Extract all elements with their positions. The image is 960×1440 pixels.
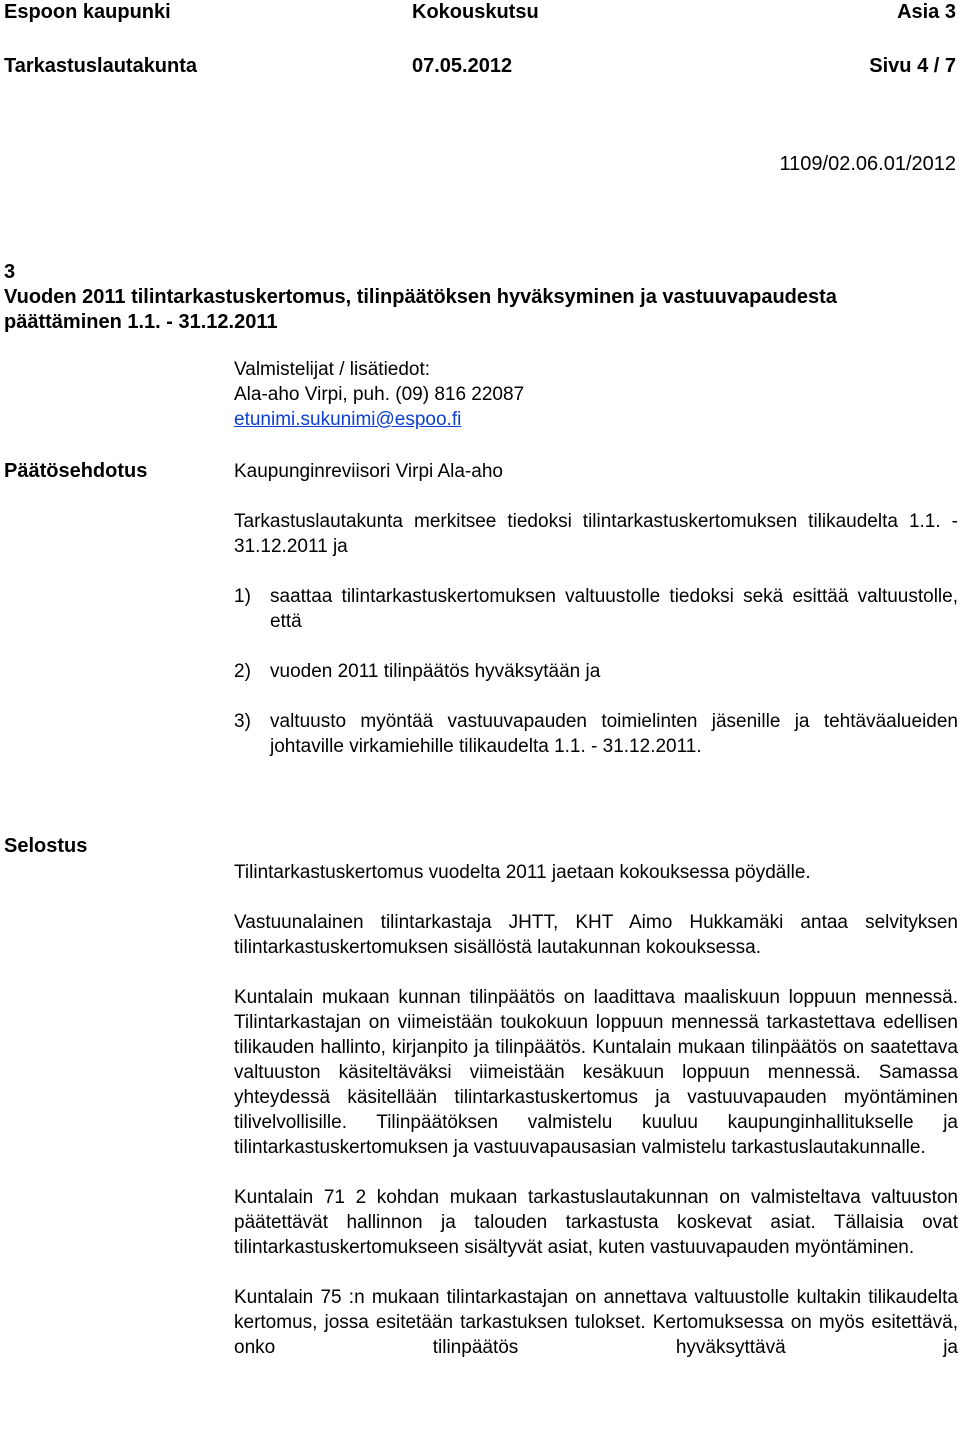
preparers-heading: Valmistelijat / lisätiedot: <box>234 359 431 380</box>
preparer-name-phone: Ala-aho Virpi, puh. (09) 816 22087 <box>234 384 525 405</box>
page-number: Sivu 4 / 7 <box>869 55 956 77</box>
list-item-text: saattaa tilintarkastuskertomuksen valtuustolle tiedoksi sekä esittää valtuustolle, että <box>270 586 958 632</box>
preparers-block <box>234 357 958 432</box>
proposal-list <box>234 584 958 759</box>
organization-name: Espoon kaupunki <box>4 1 171 23</box>
document-header-row-2 <box>4 54 956 79</box>
explanation-paragraph-1: Tilintarkastuskertomus vuodelta 2011 jaetaan kokouksessa pöydälle. <box>234 862 811 883</box>
agenda-item-number: Asia 3 <box>897 1 956 23</box>
explanation-section <box>234 860 958 1360</box>
document-header-row-1 <box>4 0 956 25</box>
list-item-text: valtuusto myöntää vastuuvapauden toimielinten jäsenille ja tehtäväalueiden johtaville virkamiehille tilikaudelta 1.1. - 31.12.2011. <box>270 711 958 757</box>
proposal-section <box>234 459 958 784</box>
list-item-number: 1) <box>234 586 251 607</box>
explanation-paragraph-2: Vastuunalainen tilintarkastaja JHTT, KHT Aimo Hukkamäki antaa selvityksen tilintarkastuskertomuksen sisällöstä lautakunnan kokouksessa. <box>234 912 958 958</box>
preparer-email-link[interactable]: etunimi.sukunimi@espoo.fi <box>234 409 462 430</box>
document-type: Kokouskutsu <box>412 1 539 23</box>
committee-name: Tarkastuslautakunta <box>4 55 198 77</box>
reference-number: 1109/02.06.01/2012 <box>779 153 956 175</box>
list-item <box>234 584 958 634</box>
list-item-number: 3) <box>234 711 251 732</box>
proposal-label: Päätösehdotus <box>4 460 148 482</box>
list-item-text: vuoden 2011 tilinpäätös hyväksytään ja <box>270 661 601 682</box>
list-item <box>234 709 958 759</box>
item-title-line-1: Vuoden 2011 tilintarkastuskertomus, tilinpäätöksen hyväksyminen ja vastuuvapaudesta <box>4 286 837 308</box>
explanation-paragraph-4: Kuntalain 71 2 kohdan mukaan tarkastuslautakunnan on valmisteltava valtuuston päätettävät hallinnon ja talouden tarkastusta koskevat asiat. Tällaisia ovat tilintarkastuskertomukseen sisältyvät asiat, kuten vastuuvapauden myöntäminen. <box>234 1187 958 1258</box>
item-number: 3 <box>4 261 16 283</box>
proposal-presenter: Kaupunginreviisori Virpi Ala-aho <box>234 461 503 482</box>
explanation-label: Selostus <box>4 835 88 857</box>
explanation-paragraph-5: Kuntalain 75 :n mukaan tilintarkastajan on annettava valtuustolle kultakin tilikaudelta kertomus, jossa esitetään tarkastuksen tulokset. Kertomuksessa on myös esitettävä, onko tilinpäätös hyväksyttävä ja <box>234 1287 958 1358</box>
list-item-number: 2) <box>234 661 251 682</box>
list-item <box>234 659 958 684</box>
meeting-date: 07.05.2012 <box>412 55 513 77</box>
explanation-paragraph-3: Kuntalain mukaan kunnan tilinpäätös on laadittava maaliskuun loppuun mennessä. Tilintarkastajan on viimeistään toukokuun loppuun mennessä tarkastettava edellisen tilikauden hallinto, kirjanpito ja tilinpäätös. Kuntalain mukaan tilinpäätös on saatettava valtuuston käsiteltäväksi viimeistään kesäkuun loppuun mennessä. Samassa yhteydessä käsitellään tilintarkastuskertomus ja vastuuvapauden myöntäminen tilivelvollisille. Tilinpäätöksen valmistelu kuuluu kaupunginhallitukselle ja tilintarkastuskertomuksen ja vastuuvapausasian valmistelu tarkastuslautakunnalle. <box>234 987 958 1158</box>
proposal-intro: Tarkastuslautakunta merkitsee tiedoksi tilintarkastuskertomuksen tilikaudelta 1.1. - 31.12.2011 ja <box>234 511 958 557</box>
item-title-block <box>4 260 924 335</box>
item-title-line-2: päättäminen 1.1. - 31.12.2011 <box>4 311 278 333</box>
